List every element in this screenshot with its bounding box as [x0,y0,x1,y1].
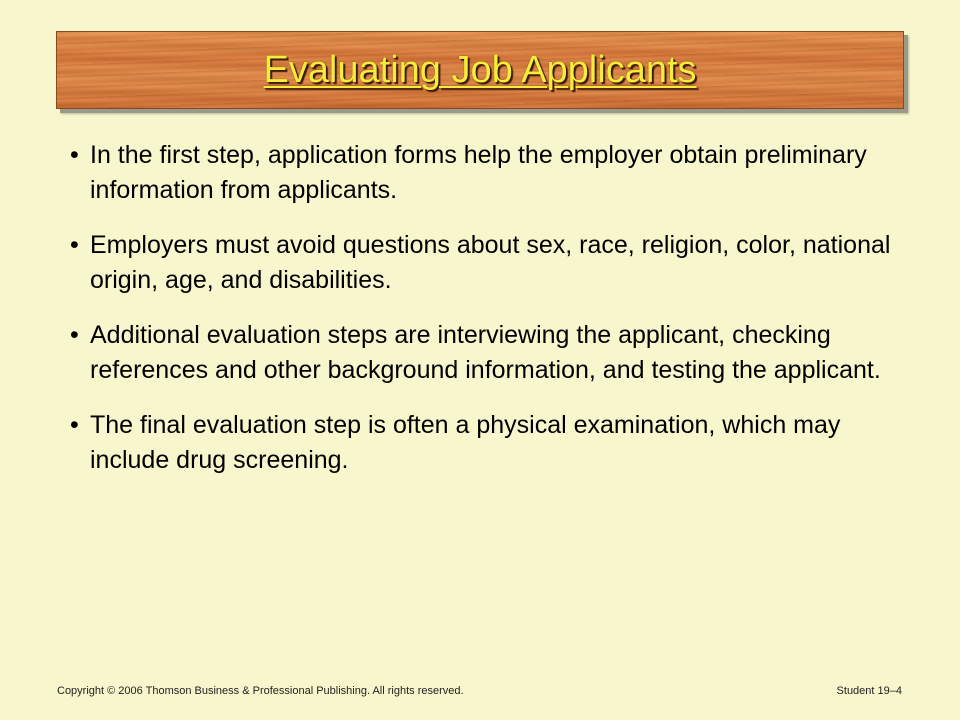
bullet-item [64,318,904,388]
footer-slide-number: Student 19–4 [836,685,902,697]
bullet-icon: • [70,141,79,169]
bullet-text: Additional evaluation steps are interviewing the applicant, checking references and other background information, and testing the applicant. [90,321,881,384]
title-banner [56,31,904,109]
bullet-item [64,408,904,478]
bullet-list [64,138,904,498]
bullet-item [64,228,904,298]
bullet-icon: • [70,231,79,259]
bullet-item [64,138,904,208]
bullet-text: The final evaluation step is often a physical examination, which may include drug screening. [90,411,841,474]
slide-title: Evaluating Job Applicants [263,49,697,91]
bullet-icon: • [70,321,79,349]
bullet-text: In the first step, application forms help the employer obtain preliminary information from applicants. [90,141,867,204]
footer-copyright: Copyright © 2006 Thomson Business & Professional Publishing. All rights reserved. [57,685,464,697]
bullet-text: Employers must avoid questions about sex, race, religion, color, national origin, age, and disabilities. [90,231,891,294]
bullet-icon: • [70,411,79,439]
